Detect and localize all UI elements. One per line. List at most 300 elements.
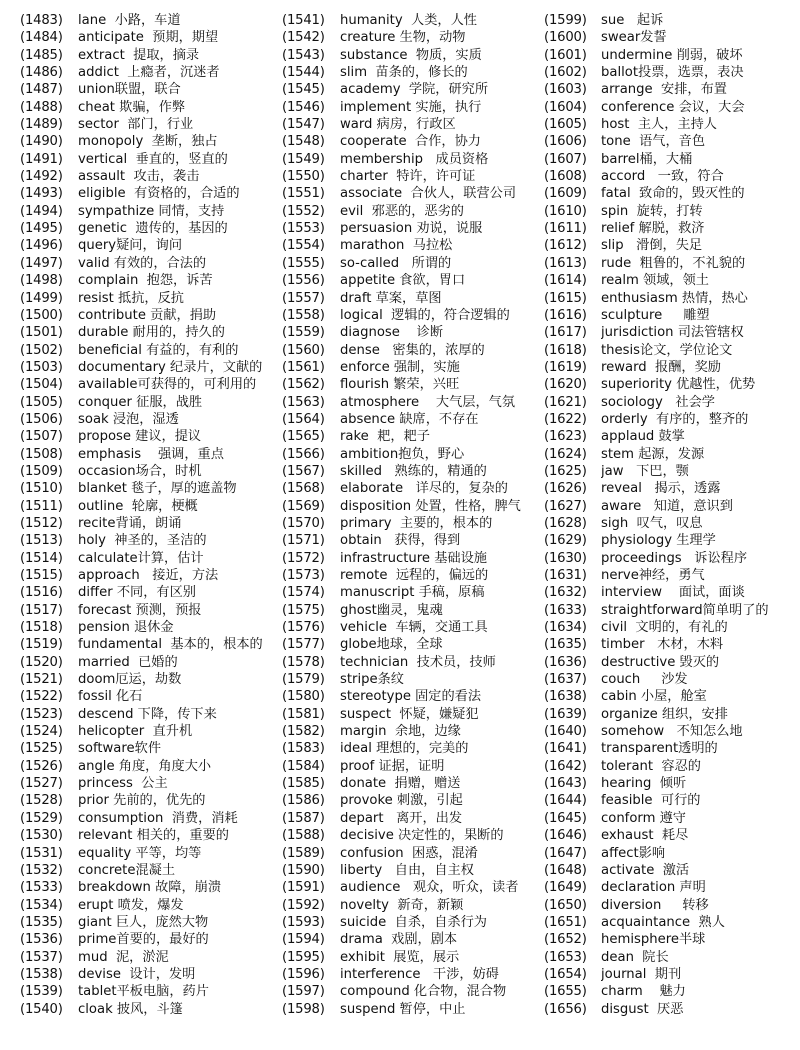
- entry-number: (1495): [20, 221, 63, 237]
- entry-number: (1620): [544, 377, 587, 393]
- entry-word-definition: sociology 社会学: [601, 394, 715, 410]
- word-entry: [282, 81, 544, 98]
- word-entry: [20, 12, 282, 29]
- word-entry: [282, 602, 544, 619]
- word-entry: [544, 879, 800, 896]
- entry-number: (1487): [20, 82, 63, 98]
- entry-word-definition: superiority 优越性，优势: [601, 377, 756, 393]
- entry-number: (1554): [282, 238, 325, 254]
- entry-number: (1592): [282, 897, 325, 913]
- entry-number: (1534): [20, 897, 63, 913]
- entry-word-definition: eligible 有资格的，合适的: [78, 186, 240, 202]
- word-entry: [282, 116, 544, 133]
- entry-number: (1619): [544, 359, 587, 375]
- entry-number: (1555): [282, 255, 325, 271]
- word-entry: [544, 897, 800, 914]
- word-entry: [282, 376, 544, 393]
- entry-number: (1641): [544, 741, 587, 757]
- word-entry: [282, 29, 544, 46]
- entry-number: (1621): [544, 394, 587, 410]
- entry-number: (1614): [544, 273, 587, 289]
- entry-number: (1558): [282, 307, 325, 323]
- entry-number: (1626): [544, 481, 587, 497]
- word-entry: [544, 168, 800, 185]
- entry-word-definition: lane 小路，车道: [78, 13, 181, 28]
- entry-number: (1542): [282, 30, 325, 46]
- word-entry: [20, 237, 282, 254]
- entry-word-definition: suspect 怀疑，嫌疑犯: [340, 706, 479, 722]
- entry-word-definition: rake 耙，耙子: [340, 429, 430, 445]
- word-entry: [20, 168, 282, 185]
- entry-number: (1648): [544, 862, 587, 878]
- word-entry: [20, 116, 282, 133]
- entry-word-definition: decisive 决定性的，果断的: [340, 828, 504, 844]
- entry-number: (1628): [544, 515, 587, 531]
- entry-word-definition: outline 轮廓，梗概: [78, 498, 198, 514]
- entry-number: (1494): [20, 203, 63, 219]
- entry-number: (1498): [20, 273, 63, 289]
- word-entry: [282, 1001, 544, 1018]
- entry-number: (1566): [282, 446, 325, 462]
- entry-word-definition: anticipate 预期，期望: [78, 30, 219, 46]
- word-entry: [544, 619, 800, 636]
- word-entry: [282, 792, 544, 809]
- word-entry: [282, 775, 544, 792]
- word-entry: [544, 931, 800, 948]
- entry-number: (1493): [20, 186, 63, 202]
- word-entry: [282, 324, 544, 341]
- entry-word-definition: novelty 新奇，新颖: [340, 897, 464, 913]
- entry-word-definition: tolerant 容忍的: [601, 758, 701, 774]
- word-entry: [20, 376, 282, 393]
- entry-word-definition: married 已婚的: [78, 654, 178, 670]
- entry-word-definition: spin 旋转，打转: [601, 203, 703, 219]
- word-entry: [544, 47, 800, 64]
- entry-word-definition: sympathize 同情，支持: [78, 203, 225, 219]
- entry-number: (1565): [282, 429, 325, 445]
- word-entry: [282, 446, 544, 463]
- entry-number: (1544): [282, 65, 325, 81]
- entry-number: (1501): [20, 325, 63, 341]
- entry-number: (1562): [282, 377, 325, 393]
- entry-number: (1516): [20, 585, 63, 601]
- entry-number: (1581): [282, 706, 325, 722]
- entry-number: (1564): [282, 411, 325, 427]
- entry-number: (1608): [544, 169, 587, 185]
- word-column-2: [282, 12, 544, 1018]
- entry-number: (1567): [282, 463, 325, 479]
- word-entry: [20, 29, 282, 46]
- entry-number: (1524): [20, 724, 63, 740]
- entry-number: (1497): [20, 255, 63, 271]
- word-entry: [282, 636, 544, 653]
- entry-number: (1618): [544, 342, 587, 358]
- entry-number: (1606): [544, 134, 587, 150]
- entry-number: (1496): [20, 238, 63, 254]
- word-entry: [282, 914, 544, 931]
- entry-number: (1560): [282, 342, 325, 358]
- word-entry: [20, 64, 282, 81]
- entry-number: (1607): [544, 151, 587, 167]
- entry-number: (1515): [20, 568, 63, 583]
- entry-word-definition: genetic 遗传的，基因的: [78, 221, 228, 237]
- word-entry: [282, 133, 544, 150]
- word-entry: [544, 810, 800, 827]
- entry-word-definition: skilled 熟练的，精通的: [340, 463, 487, 479]
- word-entry: [20, 897, 282, 914]
- word-column-1: [20, 12, 282, 1018]
- entry-number: (1541): [282, 13, 325, 28]
- entry-number: (1649): [544, 880, 587, 896]
- word-entry: [282, 740, 544, 757]
- word-entry: [282, 966, 544, 983]
- entry-number: (1520): [20, 654, 63, 670]
- entry-word-definition: logical 逻辑的，符合逻辑的: [340, 307, 510, 323]
- entry-number: (1579): [282, 672, 325, 688]
- word-entry: [544, 220, 800, 237]
- word-entry: [20, 636, 282, 653]
- entry-number: (1504): [20, 377, 63, 393]
- entry-word-definition: helicopter 直升机: [78, 724, 193, 740]
- entry-word-definition: margin 余地，边缘: [340, 724, 461, 740]
- entry-word-definition: interview 面试，面谈: [601, 585, 745, 601]
- word-entry: [544, 342, 800, 359]
- entry-number: (1526): [20, 758, 63, 774]
- entry-word-definition: activate 激活: [601, 862, 690, 878]
- entry-word-definition: exhibit 展览，展示: [340, 949, 460, 965]
- word-entry: [544, 792, 800, 809]
- entry-number: (1548): [282, 134, 325, 150]
- entry-number: (1577): [282, 637, 325, 653]
- entry-word-definition: interference 干涉，妨碍: [340, 966, 499, 982]
- entry-number: (1552): [282, 203, 325, 219]
- entry-word-definition: atmosphere 大气层，气氛: [340, 394, 516, 410]
- word-entry: [544, 758, 800, 775]
- entry-word-definition: charm 魅力: [601, 984, 686, 1000]
- word-entry: [20, 428, 282, 445]
- entry-number: (1536): [20, 932, 63, 948]
- entry-number: (1622): [544, 411, 587, 427]
- entry-number: (1639): [544, 706, 587, 722]
- word-entry: [282, 654, 544, 671]
- word-entry: [282, 220, 544, 237]
- entry-number: (1630): [544, 550, 587, 566]
- word-entry: [20, 758, 282, 775]
- word-entry: [544, 411, 800, 428]
- entry-number: (1522): [20, 689, 63, 705]
- word-entry: [20, 619, 282, 636]
- entry-word-definition: physiology 生理学: [601, 533, 716, 549]
- entry-number: (1640): [544, 724, 587, 740]
- entry-word-definition: beneficial 有益的，有利的: [78, 342, 239, 358]
- entry-number: (1490): [20, 134, 63, 150]
- entry-number: (1595): [282, 949, 325, 965]
- entry-number: (1625): [544, 463, 587, 479]
- entry-number: (1627): [544, 498, 587, 514]
- word-entry: [20, 307, 282, 324]
- word-entry: [544, 949, 800, 966]
- entry-word-definition: complain 抱怨，诉苦: [78, 273, 213, 289]
- word-entry: [282, 827, 544, 844]
- entry-word-definition: holy 神圣的，圣洁的: [78, 533, 207, 549]
- word-entry: [20, 949, 282, 966]
- word-entry: [20, 480, 282, 497]
- entry-word-definition: stereotype 固定的看法: [340, 689, 482, 705]
- entry-word-definition: angle 角度，角度大小: [78, 758, 212, 774]
- entry-word-definition: hearing 倾听: [601, 776, 687, 792]
- entry-number: (1521): [20, 672, 63, 688]
- entry-number: (1512): [20, 515, 63, 531]
- entry-number: (1633): [544, 602, 587, 618]
- entry-word-definition: suicide 自杀，自杀行为: [340, 914, 487, 930]
- entry-word-definition: primary 主要的，根本的: [340, 515, 493, 531]
- entry-number: (1645): [544, 810, 587, 826]
- word-entry: [20, 290, 282, 307]
- entry-word-definition: erupt 喷发，爆发: [78, 897, 184, 913]
- word-entry: [282, 862, 544, 879]
- entry-number: (1499): [20, 290, 63, 306]
- word-entry: [20, 740, 282, 757]
- word-entry: [282, 342, 544, 359]
- entry-number: (1597): [282, 984, 325, 1000]
- entry-number: (1653): [544, 949, 587, 965]
- entry-word-definition: contribute 贡献，捐助: [78, 307, 217, 323]
- word-entry: [20, 185, 282, 202]
- word-entry: [282, 12, 544, 29]
- entry-word-definition: diagnose 诊断: [340, 325, 444, 341]
- entry-number: (1491): [20, 151, 63, 167]
- entry-word-definition: implement 实施，执行: [340, 99, 482, 115]
- word-entry: [544, 1001, 800, 1018]
- entry-word-definition: declaration 声明: [601, 880, 706, 896]
- word-entry: [20, 342, 282, 359]
- entry-number: (1557): [282, 290, 325, 306]
- word-entry: [544, 64, 800, 81]
- entry-word-definition: disgust 厌恶: [601, 1001, 684, 1017]
- entry-number: (1617): [544, 325, 587, 341]
- entry-word-definition: accord 一致，符合: [601, 169, 724, 185]
- entry-number: (1583): [282, 741, 325, 757]
- word-entry: [544, 654, 800, 671]
- word-entry: [20, 845, 282, 862]
- word-entry: [282, 845, 544, 862]
- word-entry: [544, 185, 800, 202]
- entry-word-definition: tablet平板电脑，药片: [78, 984, 209, 1000]
- entry-number: (1587): [282, 810, 325, 826]
- entry-word-definition: addict 上瘾者，沉迷者: [78, 65, 220, 81]
- word-entry: [20, 914, 282, 931]
- entry-word-definition: aware 知道，意识到: [601, 498, 733, 514]
- entry-word-definition: recite背诵，朗诵: [78, 515, 182, 531]
- entry-word-definition: technician 技术员，技师: [340, 654, 496, 670]
- word-entry: [544, 446, 800, 463]
- entry-number: (1539): [20, 984, 63, 1000]
- entry-number: (1643): [544, 776, 587, 792]
- entry-word-definition: occasion场合，时机: [78, 463, 202, 479]
- entry-number: (1502): [20, 342, 63, 358]
- entry-word-definition: relief 解脱，救济: [601, 221, 705, 237]
- word-entry: [20, 394, 282, 411]
- entry-word-definition: obtain 获得，得到: [340, 533, 461, 549]
- entry-number: (1519): [20, 637, 63, 653]
- word-entry: [282, 532, 544, 549]
- word-entry: [544, 983, 800, 1000]
- entry-word-definition: membership 成员资格: [340, 151, 489, 167]
- entry-word-definition: destructive 毁灭的: [601, 654, 720, 670]
- word-entry: [544, 550, 800, 567]
- word-entry: [282, 515, 544, 532]
- entry-number: (1644): [544, 793, 587, 809]
- entry-number: (1546): [282, 99, 325, 115]
- word-entry: [544, 463, 800, 480]
- word-entry: [20, 602, 282, 619]
- word-entry: [20, 446, 282, 463]
- entry-word-definition: jaw 下巴，颚: [601, 463, 689, 479]
- word-entry: [544, 394, 800, 411]
- entry-word-definition: soak 浸泡，湿透: [78, 411, 179, 427]
- entry-number: (1572): [282, 550, 325, 566]
- word-entry: [20, 81, 282, 98]
- entry-word-definition: software软件: [78, 741, 162, 757]
- entry-word-definition: acquaintance 熟人: [601, 914, 725, 930]
- word-entry: [20, 810, 282, 827]
- word-entry: [20, 792, 282, 809]
- word-entry: [282, 567, 544, 584]
- entry-word-definition: disposition 处置，性格，脾气: [340, 498, 521, 514]
- entry-number: (1642): [544, 758, 587, 774]
- word-entry: [282, 949, 544, 966]
- entry-word-definition: giant 巨人，庞然大物: [78, 914, 209, 930]
- entry-number: (1573): [282, 568, 325, 583]
- entry-number: (1632): [544, 585, 587, 601]
- entry-number: (1486): [20, 65, 63, 81]
- entry-number: (1527): [20, 776, 63, 792]
- word-entry: [20, 827, 282, 844]
- entry-word-definition: couch 沙发: [601, 672, 688, 688]
- entry-word-definition: straightforward简单明了的: [601, 602, 769, 618]
- word-entry: [544, 116, 800, 133]
- word-entry: [20, 671, 282, 688]
- entry-number: (1569): [282, 498, 325, 514]
- entry-word-definition: orderly 有序的，整齐的: [601, 411, 749, 427]
- word-entry: [544, 376, 800, 393]
- entry-word-definition: donate 捐赠，赠送: [340, 776, 461, 792]
- entry-word-definition: fundamental 基本的，根本的: [78, 637, 263, 653]
- entry-word-definition: reward 报酬，奖励: [601, 359, 721, 375]
- word-entry: [282, 897, 544, 914]
- entry-number: (1616): [544, 307, 587, 323]
- entry-word-definition: absence 缺席，不存在: [340, 411, 479, 427]
- word-entry: [544, 914, 800, 931]
- word-column-3: [544, 12, 800, 1018]
- entry-number: (1483): [20, 13, 63, 28]
- entry-number: (1570): [282, 515, 325, 531]
- entry-word-definition: thesis论文，学位论文: [601, 342, 733, 358]
- word-entry: [544, 498, 800, 515]
- word-entry: [20, 550, 282, 567]
- entry-word-definition: calculate计算，估计: [78, 550, 204, 566]
- word-entry: [544, 29, 800, 46]
- entry-number: (1591): [282, 880, 325, 896]
- entry-word-definition: documentary 纪录片，文献的: [78, 359, 263, 375]
- entry-word-definition: dean 院长: [601, 949, 669, 965]
- entry-word-definition: marathon 马拉松: [340, 238, 453, 254]
- word-entry: [544, 966, 800, 983]
- word-entry: [282, 255, 544, 272]
- word-entry: [20, 862, 282, 879]
- word-entry: [544, 151, 800, 168]
- word-entry: [282, 810, 544, 827]
- entry-number: (1604): [544, 99, 587, 115]
- word-entry: [282, 723, 544, 740]
- entry-word-definition: descend 下降，传下来: [78, 706, 217, 722]
- word-entry: [282, 463, 544, 480]
- entry-word-definition: proceedings 诉讼程序: [601, 550, 748, 566]
- word-entry: [20, 133, 282, 150]
- word-entry: [20, 532, 282, 549]
- entry-word-definition: exhaust 耗尽: [601, 828, 689, 844]
- entry-word-definition: applaud 鼓掌: [601, 429, 685, 445]
- word-entry: [544, 775, 800, 792]
- entry-number: (1589): [282, 845, 325, 861]
- entry-number: (1556): [282, 273, 325, 289]
- entry-word-definition: ballot投票，选票，表决: [601, 65, 744, 81]
- word-entry: [544, 532, 800, 549]
- word-entry: [282, 272, 544, 289]
- entry-word-definition: somehow 不知怎么地: [601, 724, 743, 740]
- entry-number: (1624): [544, 446, 587, 462]
- word-entry: [282, 879, 544, 896]
- word-entry: [20, 775, 282, 792]
- word-entry: [544, 567, 800, 584]
- word-entry: [20, 654, 282, 671]
- entry-word-definition: blanket 毯子，厚的遮盖物: [78, 481, 237, 497]
- entry-word-definition: feasible 可行的: [601, 793, 701, 809]
- word-entry: [544, 133, 800, 150]
- entry-word-definition: conference 会议，大会: [601, 99, 745, 115]
- word-entry: [544, 99, 800, 116]
- entry-word-definition: breakdown 故障，崩溃: [78, 880, 222, 896]
- entry-word-definition: sigh 叹气，叹息: [601, 515, 703, 531]
- entry-word-definition: suspend 暂停，中止: [340, 1001, 466, 1017]
- entry-word-definition: liberty 自由，自主权: [340, 862, 474, 878]
- entry-number: (1533): [20, 880, 63, 896]
- entry-number: (1506): [20, 411, 63, 427]
- entry-number: (1655): [544, 984, 587, 1000]
- entry-word-definition: globe地球，全球: [340, 637, 443, 653]
- entry-number: (1631): [544, 568, 587, 583]
- entry-number: (1500): [20, 307, 63, 323]
- entry-number: (1593): [282, 914, 325, 930]
- word-entry: [544, 688, 800, 705]
- entry-word-definition: cheat 欺骗，作弊: [78, 99, 186, 115]
- entry-word-definition: remote 远程的，偏远的: [340, 568, 489, 583]
- word-entry: [282, 584, 544, 601]
- entry-word-definition: cabin 小屋，舱室: [601, 689, 707, 705]
- entry-word-definition: valid 有效的，合法的: [78, 255, 207, 271]
- entry-word-definition: durable 耐用的，持久的: [78, 325, 225, 341]
- entry-number: (1602): [544, 65, 587, 81]
- entry-number: (1549): [282, 151, 325, 167]
- entry-word-definition: evil 邪恶的，恶劣的: [340, 203, 464, 219]
- entry-number: (1636): [544, 654, 587, 670]
- entry-word-definition: princess 公主: [78, 776, 168, 792]
- entry-word-definition: approach 接近，方法: [78, 568, 219, 583]
- word-entry: [20, 879, 282, 896]
- word-entry: [20, 515, 282, 532]
- entry-number: (1550): [282, 169, 325, 185]
- entry-word-definition: prior 先前的，优先的: [78, 793, 206, 809]
